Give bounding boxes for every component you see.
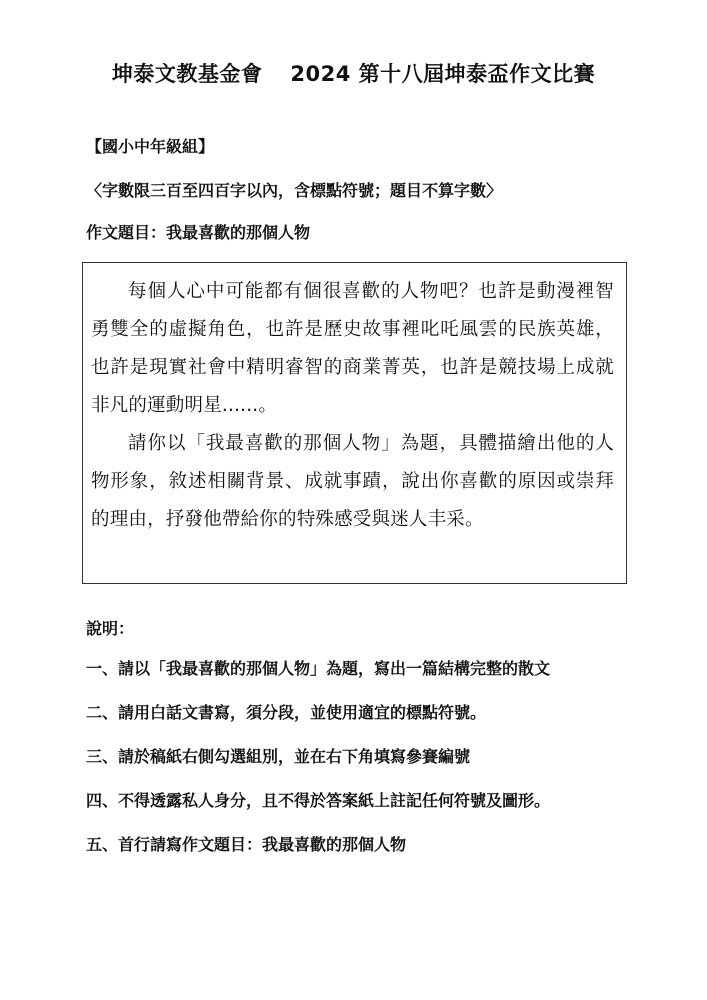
page-title — [0, 58, 707, 88]
word-limit-note: 〈字數限三百至四百字以內，含標點符號；題目不算字數〉 — [86, 181, 503, 200]
note-item-4: 四、不得透露私人身分，且不得於答案紙上註記任何符號及圖形。 — [86, 791, 551, 810]
essay-topic-line: 作文題目：我最喜歡的那個人物 — [86, 223, 311, 242]
notes-heading: 說明： — [86, 619, 135, 638]
note-item-5: 五、首行請寫作文題目：我最喜歡的那個人物 — [86, 835, 407, 854]
note-item-3: 三、請於稿紙右側勾選組別，並在右下角填寫參賽編號 — [86, 747, 471, 766]
organization-name: 坤泰文教基金會 — [111, 62, 263, 86]
contest-name: 2024 第十八屆坤泰盃作文比賽 — [290, 62, 596, 86]
prompt-paragraph-1: 每個人心中可能都有個很喜歡的人物吧？也許是動漫裡智勇雙全的虛擬角色，也許是歷史故事裡叱吒風雲的民族英雄，也許是現實社會中精明睿智的商業菁英，也許是競技場上成就非凡的運動明星......。 — [91, 281, 614, 416]
prompt-paragraph-2: 請你以「我最喜歡的那個人物」為題，具體描繪出他的人物形象，敘述相關背景、成就事蹟，說出你喜歡的原因或崇拜的理由，抒發他帶給你的特殊感受與迷人丰采。 — [91, 433, 614, 530]
note-item-1: 一、請以「我最喜歡的那個人物」為題，寫出一篇結構完整的散文 — [86, 659, 551, 678]
note-item-2: 二、請用白話文書寫，須分段，並使用適宜的標點符號。 — [86, 703, 487, 722]
group-label: 【國小中年級組】 — [86, 137, 215, 156]
notes-list — [86, 656, 686, 876]
prompt-box — [82, 262, 627, 584]
